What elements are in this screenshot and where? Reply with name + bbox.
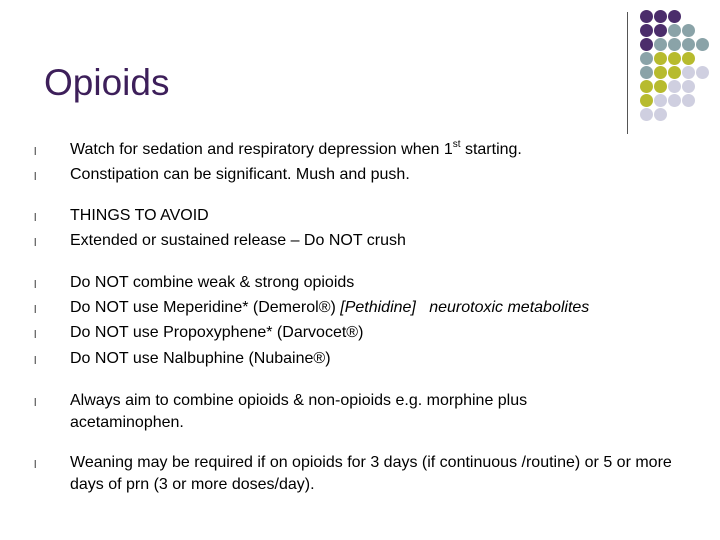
decorative-dot [654, 108, 667, 121]
decorative-dot [682, 66, 695, 79]
list-item-text: Do NOT use Nalbuphine (Nubaine®) [70, 350, 331, 367]
decorative-dot [668, 80, 681, 93]
list-item-text: Constipation can be significant. Mush and push. [70, 166, 410, 183]
bullet-marker: l [34, 279, 37, 291]
decorative-dot [682, 94, 695, 107]
decorative-dot [640, 38, 653, 51]
list-item-text: Do NOT use Propoxyphene* (Darvocet®) [70, 324, 364, 341]
bullet-marker: l [34, 171, 37, 183]
bracket-note: [Pethidine] [340, 299, 416, 316]
decorative-dot [696, 38, 709, 51]
list-item-text: Extended or sustained release – Do NOT crush [70, 232, 406, 249]
decorative-dot [682, 80, 695, 93]
bullet-marker: l [34, 329, 37, 341]
decorative-dot [654, 52, 667, 65]
bullet-marker: l [34, 237, 37, 249]
slide-title: Opioids [44, 62, 170, 103]
decorative-divider-line [627, 12, 628, 134]
decorative-dot [640, 24, 653, 37]
list-item-text: Always aim to combine opioids & non-opioids e.g. morphine plus acetaminophen. [70, 392, 528, 431]
decorative-dot [668, 52, 681, 65]
decorative-dot [654, 38, 667, 51]
decorative-dot [682, 24, 695, 37]
decorative-dot [640, 10, 653, 23]
section-heading: THINGS TO AVOID [70, 207, 209, 224]
bullet-marker: l [34, 459, 37, 471]
decorative-dot [696, 66, 709, 79]
decorative-dot [682, 52, 695, 65]
list-item-text: Weaning may be required if on opioids for 3 days (if continuous /routine) or 5 or more days of prn (3 or more doses/day). [70, 454, 672, 493]
decorative-dot [668, 66, 681, 79]
decorative-dot [654, 80, 667, 93]
decorative-dot [668, 38, 681, 51]
list-item-text: Do NOT use Meperidine* (Demerol®) [Pethidine] neurotoxic metabolites [70, 299, 590, 316]
bullet-marker: l [34, 146, 37, 158]
decorative-dot [640, 66, 653, 79]
decorative-dot [654, 66, 667, 79]
bullet-marker: l [34, 212, 37, 224]
decorative-dot [640, 94, 653, 107]
list-item-text: Watch for sedation and respiratory depression when 1st starting. [70, 139, 522, 158]
bullet-marker: l [34, 355, 37, 367]
list-item-text: Do NOT combine weak & strong opioids [70, 274, 355, 291]
side-note: neurotoxic metabolites [429, 299, 590, 316]
decorative-dot [668, 94, 681, 107]
decorative-dot [640, 52, 653, 65]
decorative-dot [654, 10, 667, 23]
decorative-dot [668, 10, 681, 23]
decorative-dot [640, 108, 653, 121]
decorative-dot-grid [640, 10, 720, 120]
decorative-dot [682, 38, 695, 51]
decorative-dot [654, 24, 667, 37]
decorative-dot [654, 94, 667, 107]
decorative-dot [640, 80, 653, 93]
bullet-marker: l [34, 304, 37, 316]
bullet-marker: l [34, 397, 37, 409]
decorative-dot [668, 24, 681, 37]
